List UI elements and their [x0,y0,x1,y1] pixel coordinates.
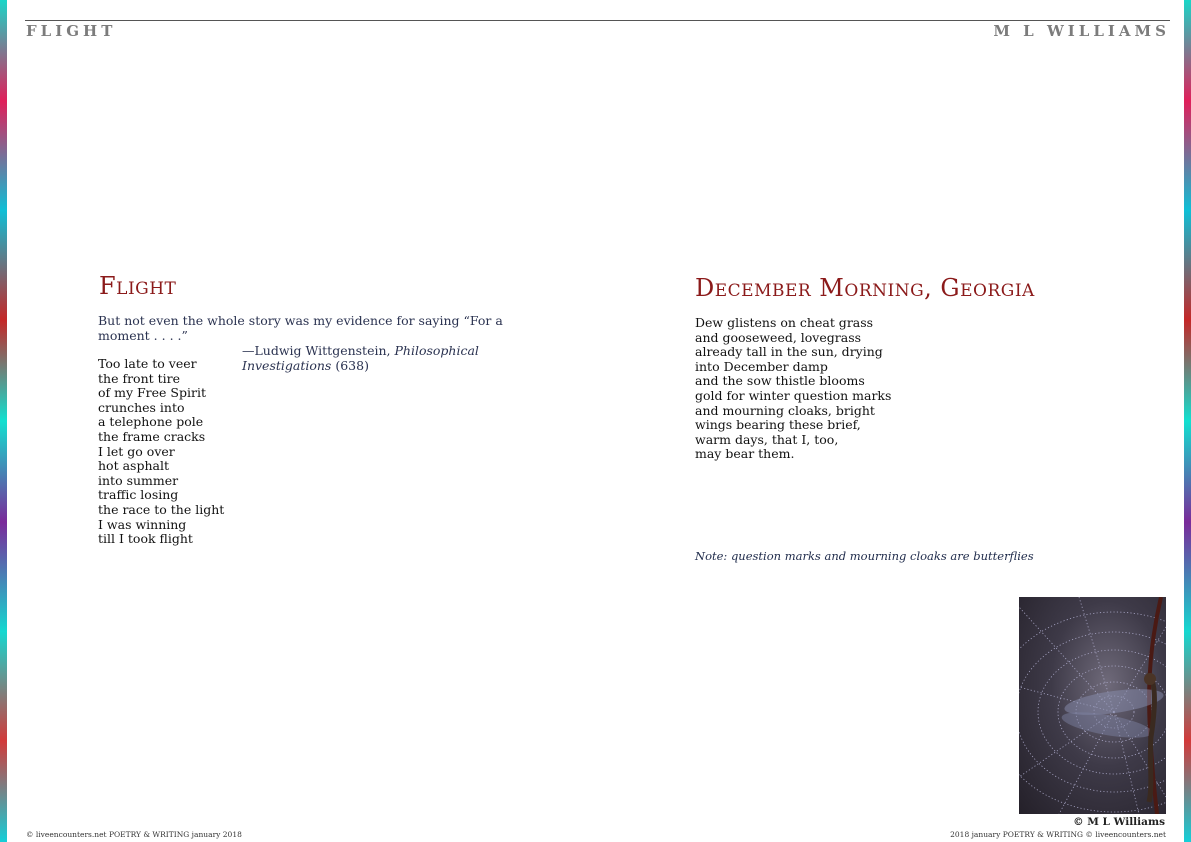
attribution-prefix: —Ludwig Wittgenstein, [242,343,395,358]
poem-title-december-morning: December Morning, Georgia [695,274,1035,302]
poem-line: and mourning cloaks, bright [695,402,875,418]
poem-line: I was winning [98,516,187,532]
poem-body-december-morning [695,316,891,462]
poem-line: gold for winter question marks [695,387,892,403]
poem-body-flight [98,357,224,547]
poem-line: a telephone pole [98,414,204,430]
running-header-title: FLIGHT [26,22,117,40]
poem-line: the front tire [98,370,181,386]
poem-line: crunches into [98,399,185,415]
poem-note: Note: question marks and mourning cloaks are butterflies [695,549,1034,563]
header-rule [25,20,1170,21]
footer-left: © liveencounters.net POETRY & WRITING january 2018 [26,830,242,839]
footer-right: 2018 january POETRY & WRITING © liveencounters.net [950,830,1166,839]
poem-line: of my Free Spirit [98,385,206,401]
poem-title-flight: Flight [99,272,177,300]
poem-line: warm days, that I, too, [695,431,839,447]
poem-line: into summer [98,472,179,488]
poem-line: till I took flight [98,531,193,547]
magazine-page [7,0,1184,842]
poem-line: wings bearing these brief, [695,417,861,433]
poem-line: and the sow thistle blooms [695,373,865,389]
poem-line: Dew glistens on cheat grass [695,315,874,330]
poem-line: the frame cracks [98,428,206,444]
poem-line: already tall in the sun, drying [695,344,883,360]
poem-line: I let go over [98,443,175,459]
poem-line: the race to the light [98,501,225,517]
poem-line: Too late to veer [98,356,197,371]
photo-credit: © M L Williams [1073,816,1165,828]
poem-line: and gooseweed, lovegrass [695,329,862,345]
poem-line: may bear them. [695,446,795,462]
poem-line: into December damp [695,358,828,374]
running-header-author: M L WILLIAMS [993,22,1170,40]
epigraph-quote: But not even the whole story was my evidence for saying “For a moment . . . .” [98,313,503,343]
poem-line: hot asphalt [98,458,169,474]
attribution-suffix: (638) [331,358,369,373]
attribution-work: Philosophical Investigations [242,343,479,373]
poem-line: traffic losing [98,487,179,503]
dragonfly-photo [1019,597,1166,814]
